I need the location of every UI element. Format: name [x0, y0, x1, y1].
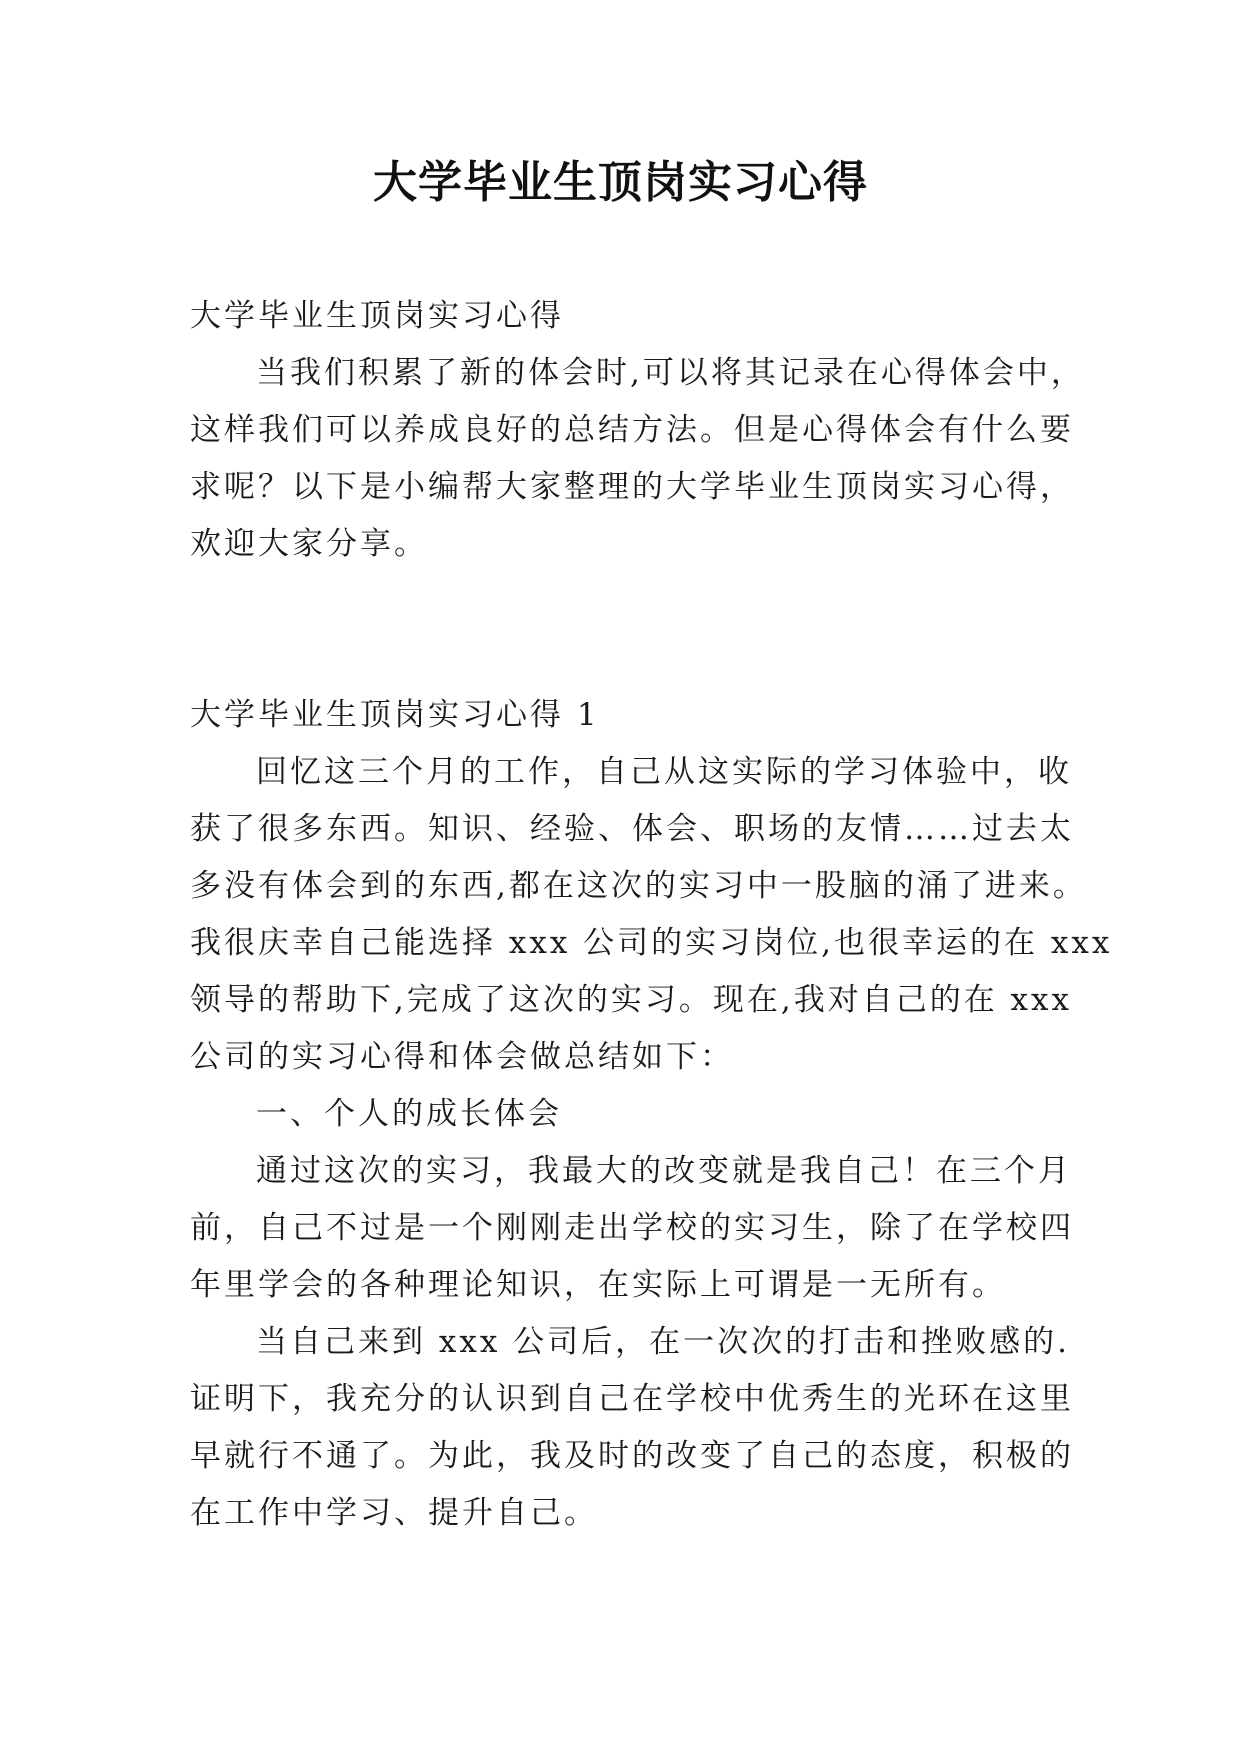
- section-line: 获了很多东西。知识、经验、体会、职场的友情……过去太: [190, 811, 1074, 847]
- section-line: 领导的帮助下,完成了这次的实习。现在,我对自己的在 xxx: [190, 982, 1073, 1018]
- intro-line: 求呢？以下是小编帮大家整理的大学毕业生顶岗实习心得，: [190, 469, 1074, 505]
- document-body: [190, 288, 1113, 1542]
- section-line: 公司的实习心得和体会做总结如下：: [190, 1039, 734, 1075]
- section-line: 前，自己不过是一个刚刚走出学校的实习生，除了在学校四: [190, 1210, 1074, 1246]
- section-line: 证明下，我充分的认识到自己在学校中优秀生的光环在这里: [190, 1381, 1074, 1417]
- intro-line: 欢迎大家分享。: [190, 526, 428, 562]
- section-line: 年里学会的各种理论知识，在实际上可谓是一无所有。: [190, 1267, 1006, 1303]
- section-line: 在工作中学习、提升自己。: [190, 1495, 598, 1531]
- intro-line: 当我们积累了新的体会时,可以将其记录在心得体会中，: [256, 355, 1085, 391]
- section-line: 回忆这三个月的工作，自己从这实际的学习体验中，收: [256, 754, 1072, 790]
- section-line: 我很庆幸自己能选择 xxx 公司的实习岗位,也很幸运的在 xxx: [190, 925, 1113, 961]
- section-line: 通过这次的实习，我最大的改变就是我自己！在三个月: [256, 1153, 1072, 1189]
- subsection-heading: 一、个人的成长体会: [256, 1096, 562, 1132]
- section-line: 多没有体会到的东西,都在这次的实习中一股脑的涌了进来。: [190, 868, 1087, 904]
- section-heading: 大学毕业生顶岗实习心得 1: [190, 697, 600, 733]
- section-line: 早就行不通了。为此，我及时的改变了自己的态度，积极的: [190, 1438, 1074, 1474]
- section-line: 当自己来到 xxx 公司后，在一次次的打击和挫败感的.: [256, 1324, 1071, 1360]
- document-title: 大学毕业生顶岗实习心得: [373, 157, 868, 208]
- paragraph-spacer: [190, 573, 1068, 687]
- intro-line: 这样我们可以养成良好的总结方法。但是心得体会有什么要: [190, 412, 1074, 448]
- subtitle: 大学毕业生顶岗实习心得: [190, 298, 564, 334]
